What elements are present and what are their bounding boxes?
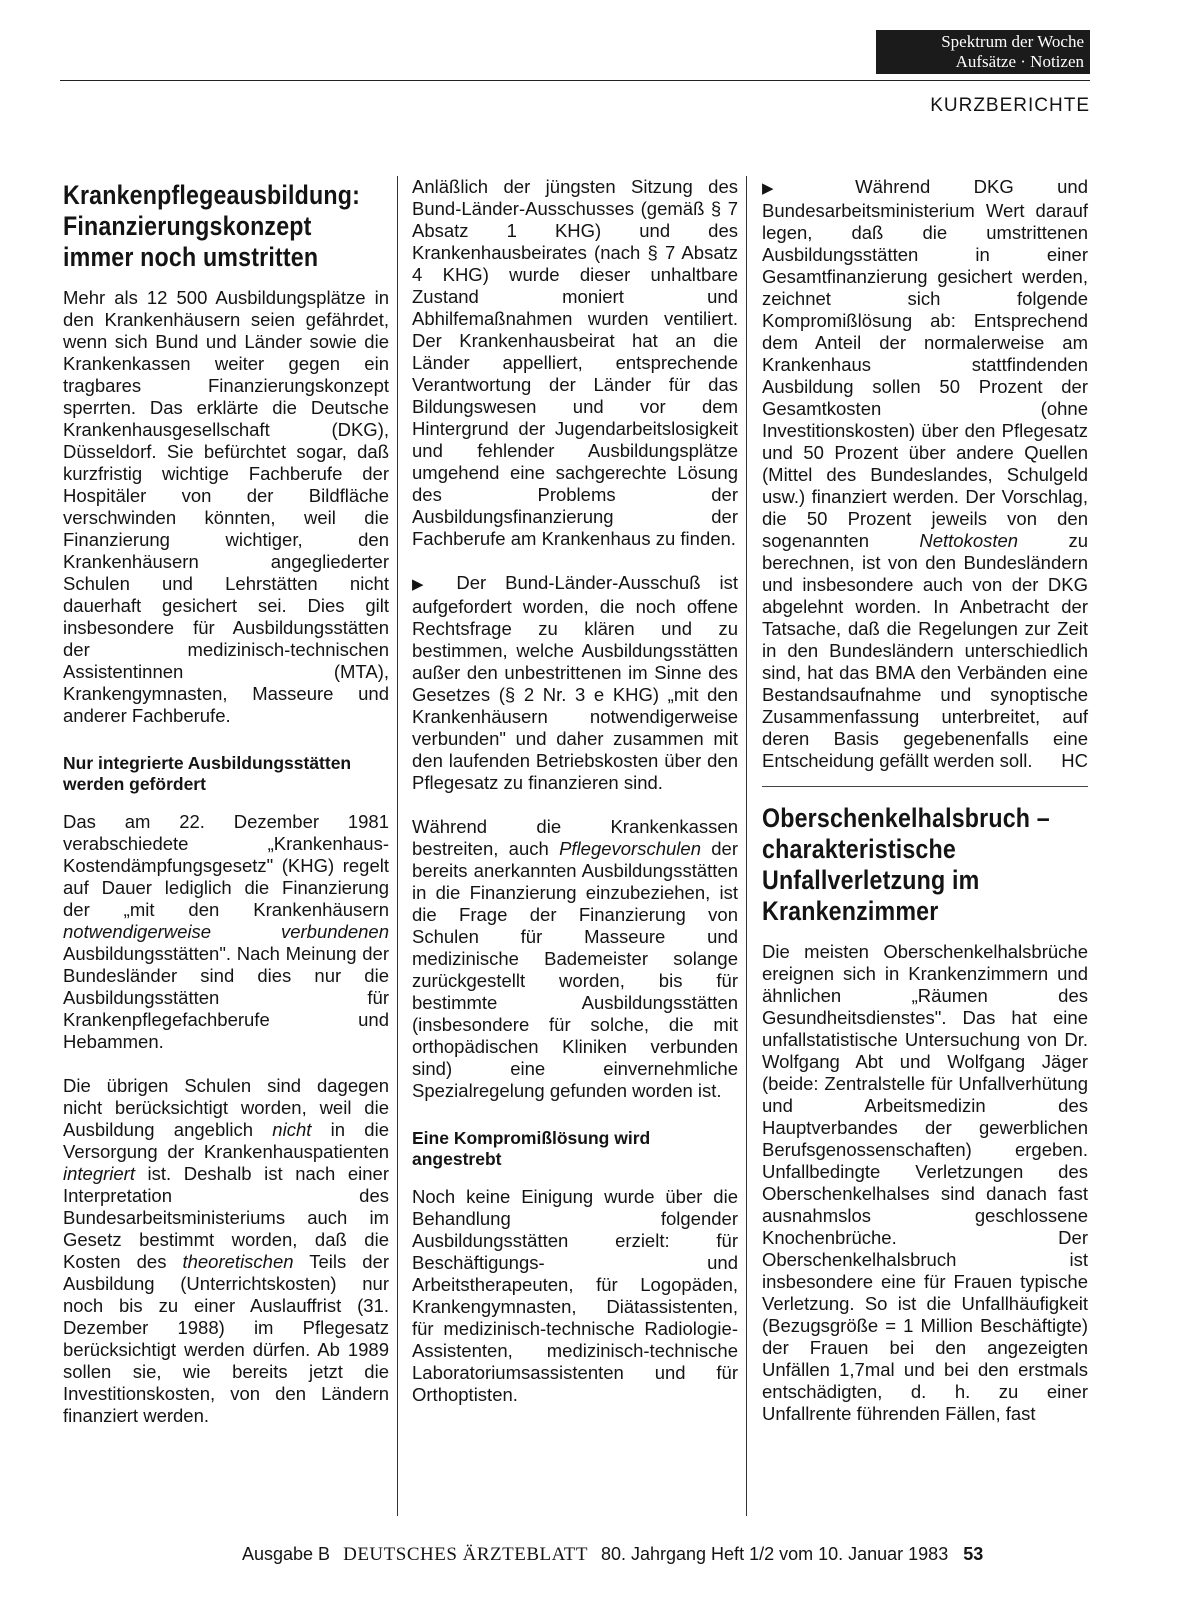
- article1-paragraph: Die übrigen Schulen sind dagegen nicht berücksichtigt worden, weil die Ausbildung angeblich nicht in die Versorgung der Krankenhauspatienten integriert ist. Deshalb ist nach einer Interpretation des Bundesarbeitsministeriums auch im Gesetz bestimmt worden, daß die Kosten des theoretischen Teils der Ausbildung (Unterrichtskosten) nur noch bis zu einer Auslauffrist (31. Dezember 1988) im Pflegesatz berücksichtigt werden dürfen. Ab 1989 sollen sie, wie bereits jetzt die Investitionskosten, von den Ländern finanziert werden.: [63, 1075, 389, 1426]
- article1-paragraph: ▶ Der Bund-Länder-Ausschuß ist aufgefordert worden, die noch offene Rechtsfrage zu klären und zu bestimmen, welche Ausbildungsstätten außer den unbestrittenen im Sinne des Gesetzes (§ 2 Nr. 3 e KHG) „mit den Krankenhäusern notwendigerweise verbunden" und daher zusammen mit den laufenden Betriebskosten über den Pflegesatz zu finanzieren sind.: [412, 572, 738, 793]
- arrow-bullet-icon: ▶: [412, 576, 438, 593]
- footer-magazine: DEUTSCHES ÄRZTEBLATT: [343, 1544, 588, 1565]
- article2-headline: Oberschenkelhalsbruch – charakteristische Unfallverletzung im Krankenzimmer: [762, 803, 1050, 926]
- section-tag-line1: Spektrum der Woche: [941, 32, 1084, 51]
- column-divider: [746, 176, 747, 1516]
- header-rule: [60, 80, 1090, 81]
- article1-subheading: Nur integrierte Ausbildungsstätten werden gefördert: [63, 753, 352, 794]
- column-1: [63, 180, 389, 1427]
- section-label: KURZBERICHTE: [930, 95, 1090, 116]
- article1-paragraph: Anläßlich der jüngsten Sitzung des Bund-Länder-Ausschusses (gemäß § 7 Absatz 1 KHG) und des Krankenhausbeirates (nach § 7 Absatz 4 KHG) wurde dieser unhaltbare Zustand moniert und Abhilfemaßnahmen wurden ventiliert. Der Krankenhausbeirat hat an die Länder appelliert, entsprechende Verantwortung der Länder für das Bildungswesen und vor dem Hintergrund der Jugendarbeitslosigkeit und fehlender Ausbildungsplätze umgehend eine sachgerechte Lösung des Problems der Ausbildungsfinanzierung der Fachberufe am Krankenhaus zu finden.: [412, 176, 738, 549]
- arrow-bullet-icon: ▶: [762, 180, 812, 197]
- column-2: [412, 176, 738, 1406]
- column-divider: [397, 176, 398, 1516]
- article1-paragraph: Mehr als 12 500 Ausbildungsplätze in den Krankenhäusern seien gefährdet, wenn sich Bund und Länder sowie die Krankenkassen weiter gegen ein tragbares Finanzierungskonzept sperrten. Das erklärte die Deutsche Krankenhausgesellschaft (DKG), Düsseldorf. Sie befürchtet sogar, daß kurzfristig wichtige Fachberufe der Hospitäler von der Bildfläche verschwinden könnten, weil die Finanzierung wichtiger, den Krankenhäusern angegliederter Schulen und Lehrstätten nicht dauerhaft gesichert sei. Dies gilt insbesondere für Ausbildungsstätten der medizinisch-technischen Assistentinnen (MTA), Krankengymnasten, Masseure und anderer Fachberufe.: [63, 287, 389, 726]
- section-tag: [876, 30, 1090, 74]
- page-footer: [242, 1544, 983, 1566]
- author-signature: HC: [1061, 750, 1088, 771]
- article-divider: [762, 786, 1088, 787]
- article1-subheading: Eine Kompromißlösung wird angestrebt: [412, 1128, 651, 1169]
- footer-edition: Ausgabe B: [242, 1544, 331, 1564]
- footer-issue: 80. Jahrgang Heft 1/2 vom 10. Januar 1983: [600, 1544, 949, 1564]
- article1-headline: Krankenpflegeausbildung: Finanzierungskonzept immer noch umstritten: [63, 180, 360, 272]
- article1-paragraph: ▶ Während DKG und Bundesarbeitsministerium Wert darauf legen, daß die umstrittenen Ausbildungsstätten in einer Gesamtfinanzierung gesichert werden, zeichnet sich folgende Kompromißlösung ab: Entsprechend dem Anteil der normalerweise am Krankenhaus stattfindenden Ausbildung sollen 50 Prozent der Gesamtkosten (ohne Investitionskosten) über den Pflegesatz und 50 Prozent über andere Quellen (Mittel des Bundeslandes, Schulgeld usw.) finanziert werden. Der Vorschlag, die 50 Prozent jeweils von den sogenannten Nettokosten zu berechnen, ist von den Bundesländern und insbesondere auch von der DKG abgelehnt worden. In Anbetracht der Tatsache, daß die Regelungen zur Zeit in den Bundesländern unterschiedlich sind, hat das BMA den Verbänden eine Bestandsaufnahme und synoptische Zusammenfassung unterbreitet, auf deren Basis gegebenenfalls eine Entscheidung gefällt werden soll. HC: [762, 176, 1088, 771]
- article2-paragraph: Die meisten Oberschenkelhalsbrüche ereignen sich in Krankenzimmern und ähnlichen „Räumen des Gesundheitsdienstes". Das hat eine unfallstatistische Untersuchung von Dr. Wolfgang Abt und Wolfgang Jäger (beide: Zentralstelle für Unfallverhütung und Arbeitsmedizin des Hauptverbandes der gewerblichen Berufsgenossenschaften) ergeben. Unfallbedingte Verletzungen des Oberschenkelhalses sind danach fast ausnahmslos geschlossene Knochenbrüche. Der Oberschenkelhalsbruch ist insbesondere eine für Frauen typische Verletzung. So ist die Unfallhäufigkeit (Bezugsgröße = 1 Million Beschäftigte) der Frauen bei den angezeigten Unfällen 1,7mal und bei den erstmals entschädigten, d. h. zu einer Unfallrente führenden Fällen, fast: [762, 941, 1088, 1424]
- article1-paragraph: Noch keine Einigung wurde über die Behandlung folgender Ausbildungsstätten erzielt: für Beschäftigungs- und Arbeitstherapeuten, für Logopäden, Krankengymnasten, Diätassistenten, für medizinisch-technische Radiologie-Assistenten, medizinisch-technische Laboratoriumsassistenten und für Orthoptisten.: [412, 1186, 738, 1405]
- page-number: 53: [963, 1544, 984, 1564]
- article1-paragraph: Während die Krankenkassen bestreiten, auch Pflegevorschulen der bereits anerkannten Ausbildungsstätten in die Finanzierung einzubeziehen, ist die Frage der Finanzierung von Schulen für Masseure und medizinische Bademeister solange zurückgestellt worden, bis für bestimmte Ausbildungsstätten (insbesondere für solche, die mit orthopädischen Kliniken verbunden sind) eine einvernehmliche Spezialregelung gefunden worden ist.: [412, 816, 738, 1101]
- article1-paragraph: Das am 22. Dezember 1981 verabschiedete „Krankenhaus-Kostendämpfungsgesetz" (KHG) regelt auf Dauer lediglich die Finanzierung der „mit den Krankenhäusern notwendigerweise verbundenen Ausbildungsstätten". Nach Meinung der Bundesländer sind dies nur die Ausbildungsstätten für Krankenpflegefachberufe und Hebammen.: [63, 811, 389, 1052]
- column-3: [762, 176, 1088, 1425]
- section-tag-line2: Aufsätze · Notizen: [955, 52, 1084, 71]
